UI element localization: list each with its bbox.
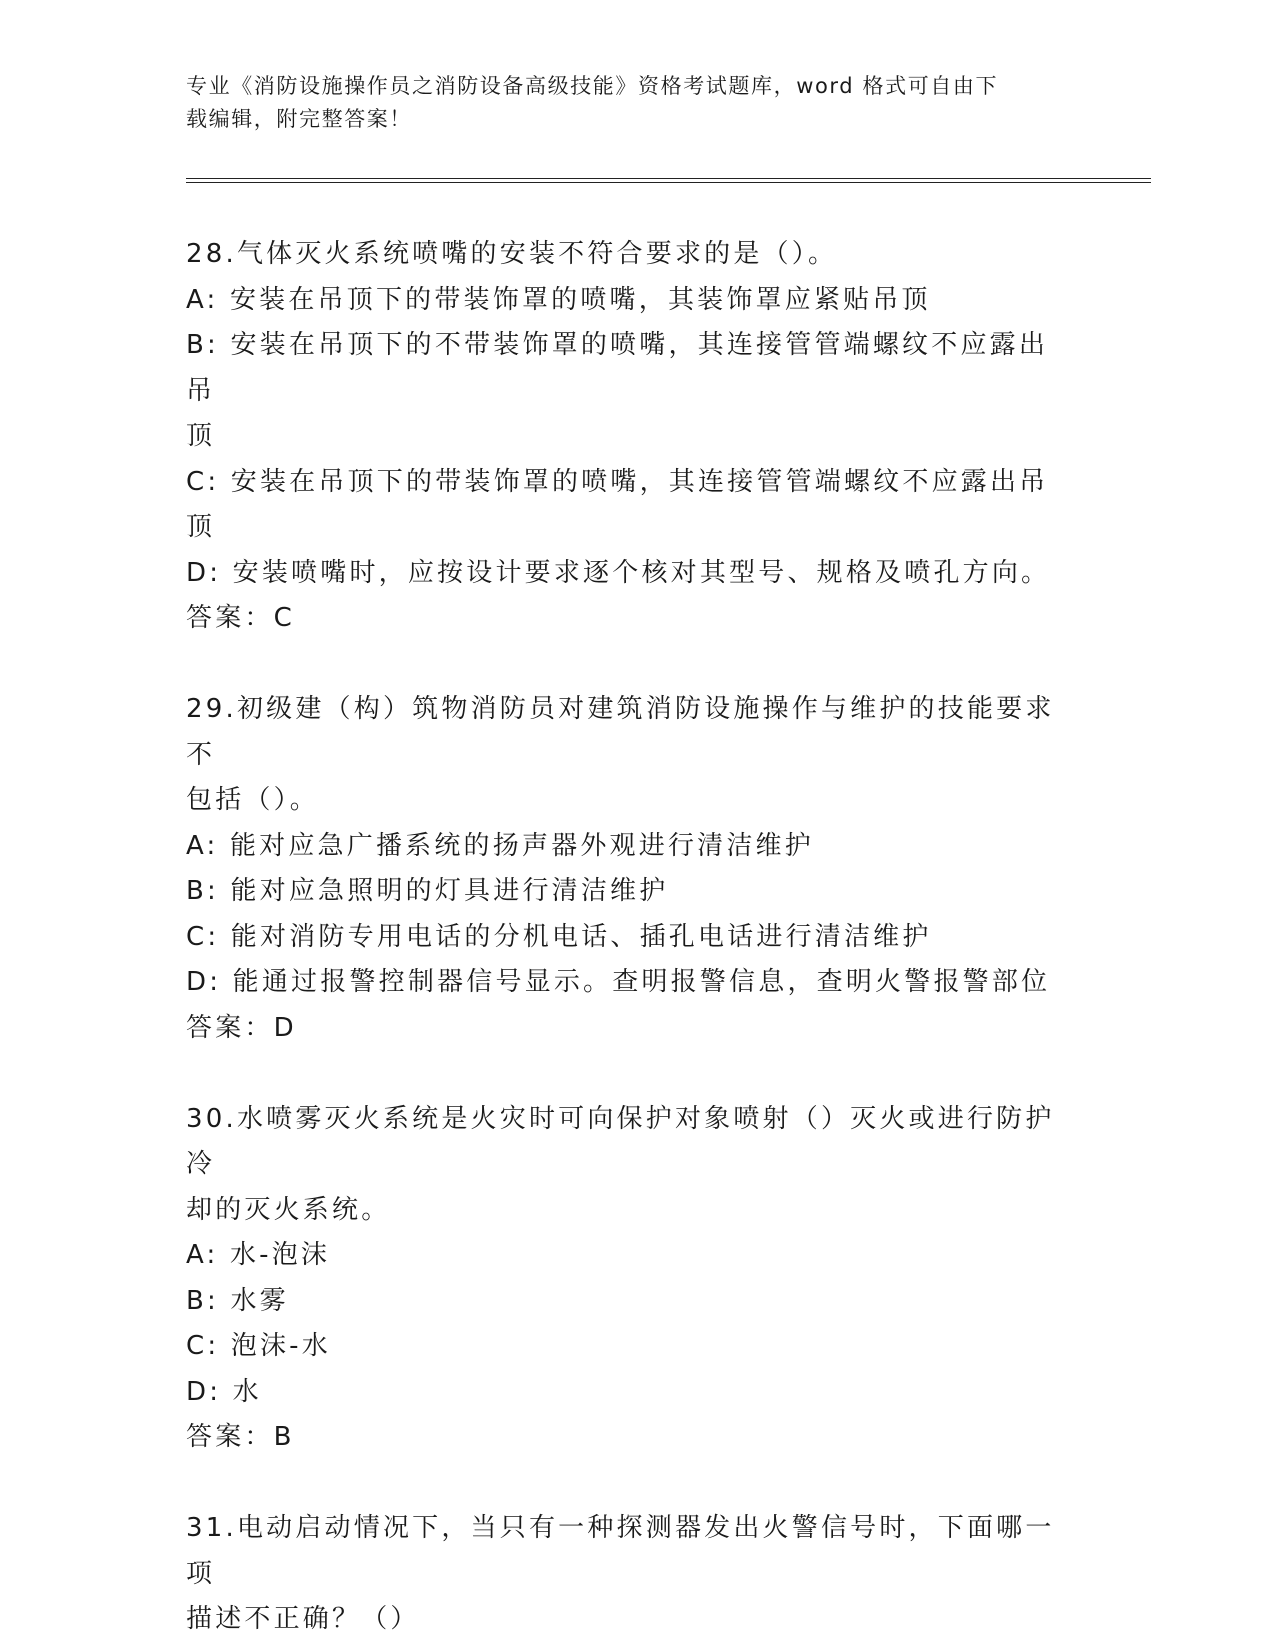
header-divider — [186, 182, 1151, 183]
header-line: 专业《消防设施操作员之消防设备高级技能》资格考试题库，word 格式可自由下 — [186, 74, 999, 98]
option-a: A: 水-泡沫 — [186, 1240, 331, 1270]
question-28 — [186, 232, 1066, 642]
question-stem-continued: 描述不正确？（） — [186, 1604, 420, 1634]
option-a: A: 能对应急广播系统的扬声器外观进行清洁维护 — [186, 830, 814, 861]
option-d: D: 安装喷嘴时，应按设计要求逐个核对其型号、规格及喷孔方向。 — [186, 557, 1051, 588]
question-30 — [186, 1097, 1066, 1461]
question-stem: 29.初级建（构）筑物消防员对建筑消防设施操作与维护的技能要求不 — [186, 694, 1055, 770]
answer: 答案：D — [186, 1012, 297, 1043]
question-stem: 30.水喷雾灭火系统是火灾时可向保护对象喷射（）灭火或进行防护冷 — [186, 1103, 1055, 1179]
option-c: C: 泡沫-水 — [186, 1331, 331, 1361]
option-d: D: 能通过报警控制器信号显示。查明报警信息，查明火警报警部位 — [186, 967, 1051, 997]
option-b: B: 安装在吊顶下的不带装饰罩的喷嘴，其连接管管端螺纹不应露出吊 — [186, 330, 1049, 406]
option-c: C: 安装在吊顶下的带装饰罩的喷嘴，其连接管管端螺纹不应露出吊顶 — [186, 466, 1049, 542]
question-stem: 31.电动启动情况下，当只有一种探测器发出火警信号时，下面哪一项 — [186, 1513, 1055, 1589]
question-stem-continued: 包括（）。 — [186, 785, 320, 815]
answer: 答案：B — [186, 1422, 295, 1452]
option-b: B: 能对应急照明的灯具进行清洁维护 — [186, 876, 669, 906]
header-line: 载编辑，附完整答案！ — [186, 107, 412, 131]
option-d: D: 水 — [186, 1376, 262, 1407]
answer: 答案：C — [186, 603, 295, 633]
question-stem: 28.气体灭火系统喷嘴的安装不符合要求的是（）。 — [186, 239, 838, 269]
header-divider — [186, 178, 1151, 179]
document-header — [186, 70, 1066, 136]
question-29 — [186, 687, 1066, 1051]
option-c: C: 能对消防专用电话的分机电话、插孔电话进行清洁维护 — [186, 921, 932, 952]
option-b-continued: 顶 — [186, 421, 216, 451]
option-a: A: 安装在吊顶下的带装饰罩的喷嘴，其装饰罩应紧贴吊顶 — [186, 284, 931, 315]
question-list — [186, 232, 1066, 1643]
question-31 — [186, 1506, 1066, 1643]
question-stem-continued: 却的灭火系统。 — [186, 1194, 391, 1225]
option-b: B: 水雾 — [186, 1285, 289, 1316]
